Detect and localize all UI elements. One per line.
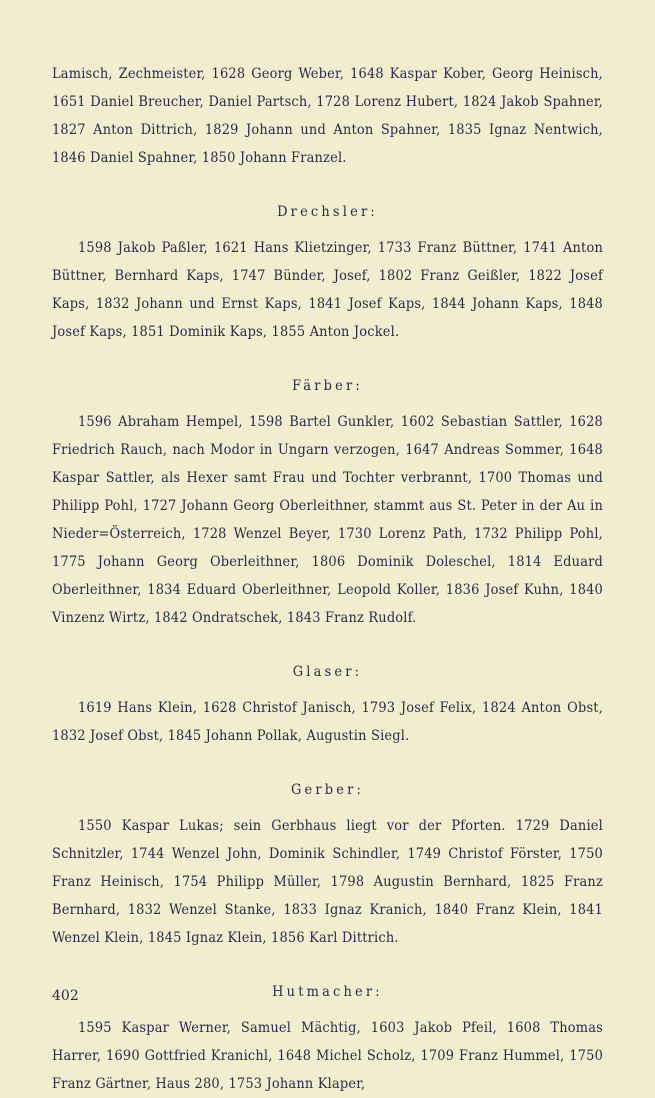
section-heading-hutmacher: Hutmacher: [272, 984, 383, 1000]
section-heading-gerber: Gerber: [290, 782, 365, 798]
section-heading-glaser: Glaser: [292, 664, 363, 680]
page-body [52, 60, 603, 1098]
page-number: 402 [52, 988, 79, 1004]
section-heading-faerber: Färber: [292, 378, 363, 394]
section-heading-drechsler: Drechsler: [277, 204, 378, 220]
paragraph-hutmacher: 1595 Kaspar Werner, Samuel Mächtig, 1603 Jakob Pfeil, 1608 Thomas Harrer, 1690 Gottfried Kranichl, 1648 Michel Scholz, 1709 Franz Hummel, 1750 Franz Gärtner, Haus 280, 1753 Johann Klaper, [52, 1020, 603, 1092]
paragraph-gerber: 1550 Kaspar Lukas; sein Gerbhaus liegt vor der Pforten. 1729 Daniel Schnitzler, 1744 Wenzel John, Dominik Schindler, 1749 Christof Förster, 1750 Franz Heinisch, 1754 Philipp Müller, 1798 Augustin Bernhard, 1825 Franz Bernhard, 1832 Wenzel Stanke, 1833 Ignaz Kranich, 1840 Franz Klein, 1841 Wenzel Klein, 1845 Ignaz Klein, 1856 Karl Dittrich. [52, 818, 603, 946]
paragraph-faerber: 1596 Abraham Hempel, 1598 Bartel Gunkler, 1602 Sebastian Sattler, 1628 Friedrich Rauch, nach Modor in Ungarn verzogen, 1647 Andreas Sommer, 1648 Kaspar Sattler, als Hexer samt Frau und Tochter verbrannt, 1700 Thomas und Philipp Pohl, 1727 Johann Georg Oberleithner, stammt aus St. Peter in der Au in Nieder=Österreich, 1728 Wenzel Beyer, 1730 Lorenz Path, 1732 Philipp Pohl, 1775 Johann Georg Oberleithner, 1806 Dominik Doleschel, 1814 Eduard Oberleithner, 1834 Eduard Oberleithner, Leopold Koller, 1836 Josef Kuhn, 1840 Vinzenz Wirtz, 1842 Ondratschek, 1843 Franz Rudolf. [52, 414, 603, 626]
paragraph-continuation: Lamisch, Zechmeister, 1628 Georg Weber, 1648 Kaspar Kober, Georg Heinisch, 1651 Daniel Breucher, Daniel Partsch, 1728 Lorenz Hubert, 1824 Jakob Spahner, 1827 Anton Dittrich, 1829 Johann und Anton Spahner, 1835 Ignaz Nentwich, 1846 Daniel Spahner, 1850 Johann Franzel. [52, 66, 603, 166]
paragraph-glaser: 1619 Hans Klein, 1628 Christof Janisch, 1793 Josef Felix, 1824 Anton Obst, 1832 Josef Obst, 1845 Johann Pollak, Augustin Siegl. [52, 700, 603, 744]
paragraph-drechsler: 1598 Jakob Paßler, 1621 Hans Klietzinger, 1733 Franz Büttner, 1741 Anton Büttner, Bernhard Kaps, 1747 Bünder, Josef, 1802 Franz Geißler, 1822 Josef Kaps, 1832 Johann und Ernst Kaps, 1841 Josef Kaps, 1844 Johann Kaps, 1848 Josef Kaps, 1851 Dominik Kaps, 1855 Anton Jockel. [52, 240, 603, 340]
